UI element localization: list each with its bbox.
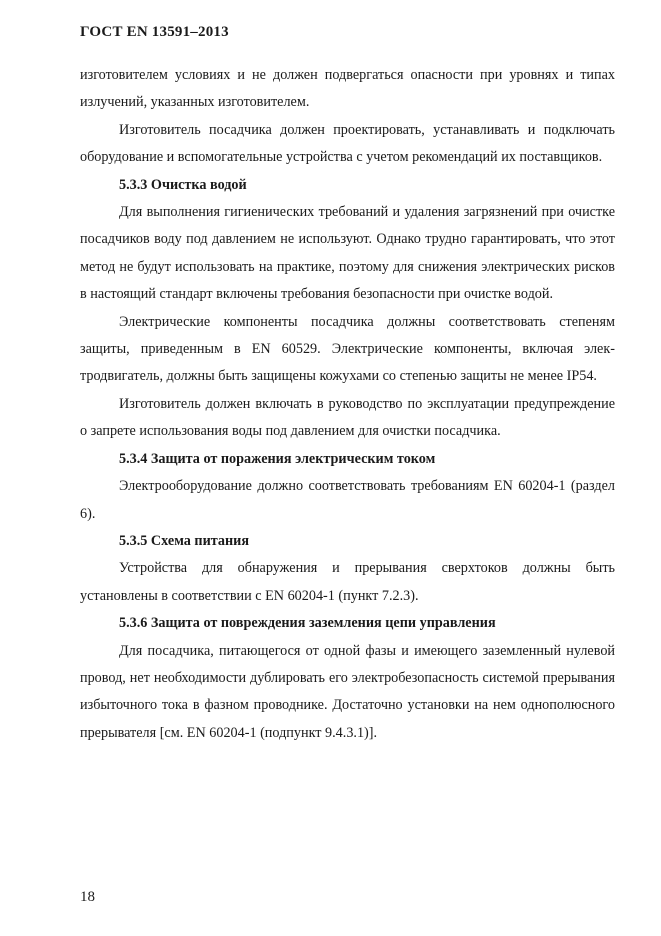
section-heading-5-3-5: 5.3.5 Схема питания <box>119 532 250 549</box>
paragraph: Электрооборудование должно соответствовать требованиям EN 60204-1 (раздел 6). <box>80 478 615 522</box>
section-heading-5-3-4: 5.3.4 Защита от поражения электрическим током <box>119 450 436 467</box>
paragraph: Для выполнения гигиенических требований и удаления загрязнений при очистке посадчиков воду под давлением не используют. Однако трудно гарантировать, что этот метод не будут использовать на практике, поэтому для снижения электрических рисков в настоящий стандарт включены требования безопасности при очистке водой. <box>80 204 615 303</box>
paragraph-continued: изготовителем условиях и не должен подвергаться опасности при уровнях и типах излучений, указанных изготовителем. <box>80 67 615 111</box>
page-number: 18 <box>80 889 95 905</box>
paragraph: Устройства для обнаружения и прерывания сверхтоков должны быть установлены в соответствии с EN 60204-1 (пункт 7.2.3). <box>80 560 615 604</box>
paragraph: Для посадчика, питающегося от одной фазы и имеющего заземленный нулевой провод, нет необходимости дублировать его электробезопасность системой прерывания избыточного тока в фазном проводнике. Достаточно установки на нем однополюсного прерывателя [см. EN 60204-1 (подпункт 9.4.3.1)]. <box>80 642 615 741</box>
paragraph-installation: Изготовитель посадчика должен проектировать, устанавливать и подключать оборудование и вспомогательные устройства с учетом рекомендаций их поставщиков. <box>80 121 615 166</box>
paragraph: Электрические компоненты посадчика должны соответствовать степеням защиты, приведенным в EN 60529. Электрические компоненты, включая электродвигатель, должны быть защищены кожухами со степенью защиты не менее IP54. <box>80 313 615 385</box>
section-heading-5-3-3: 5.3.3 Очистка водой <box>119 176 247 193</box>
section-heading-5-3-6: 5.3.6 Защита от повреждения заземления цепи управления <box>119 615 496 632</box>
document-header: ГОСТ EN 13591–2013 <box>80 24 229 40</box>
document-body <box>80 62 615 747</box>
paragraph: Изготовитель должен включать в руководство по эксплуатации предупреждение о запрете использования воды под давлением для очистки посадчика. <box>80 395 615 440</box>
